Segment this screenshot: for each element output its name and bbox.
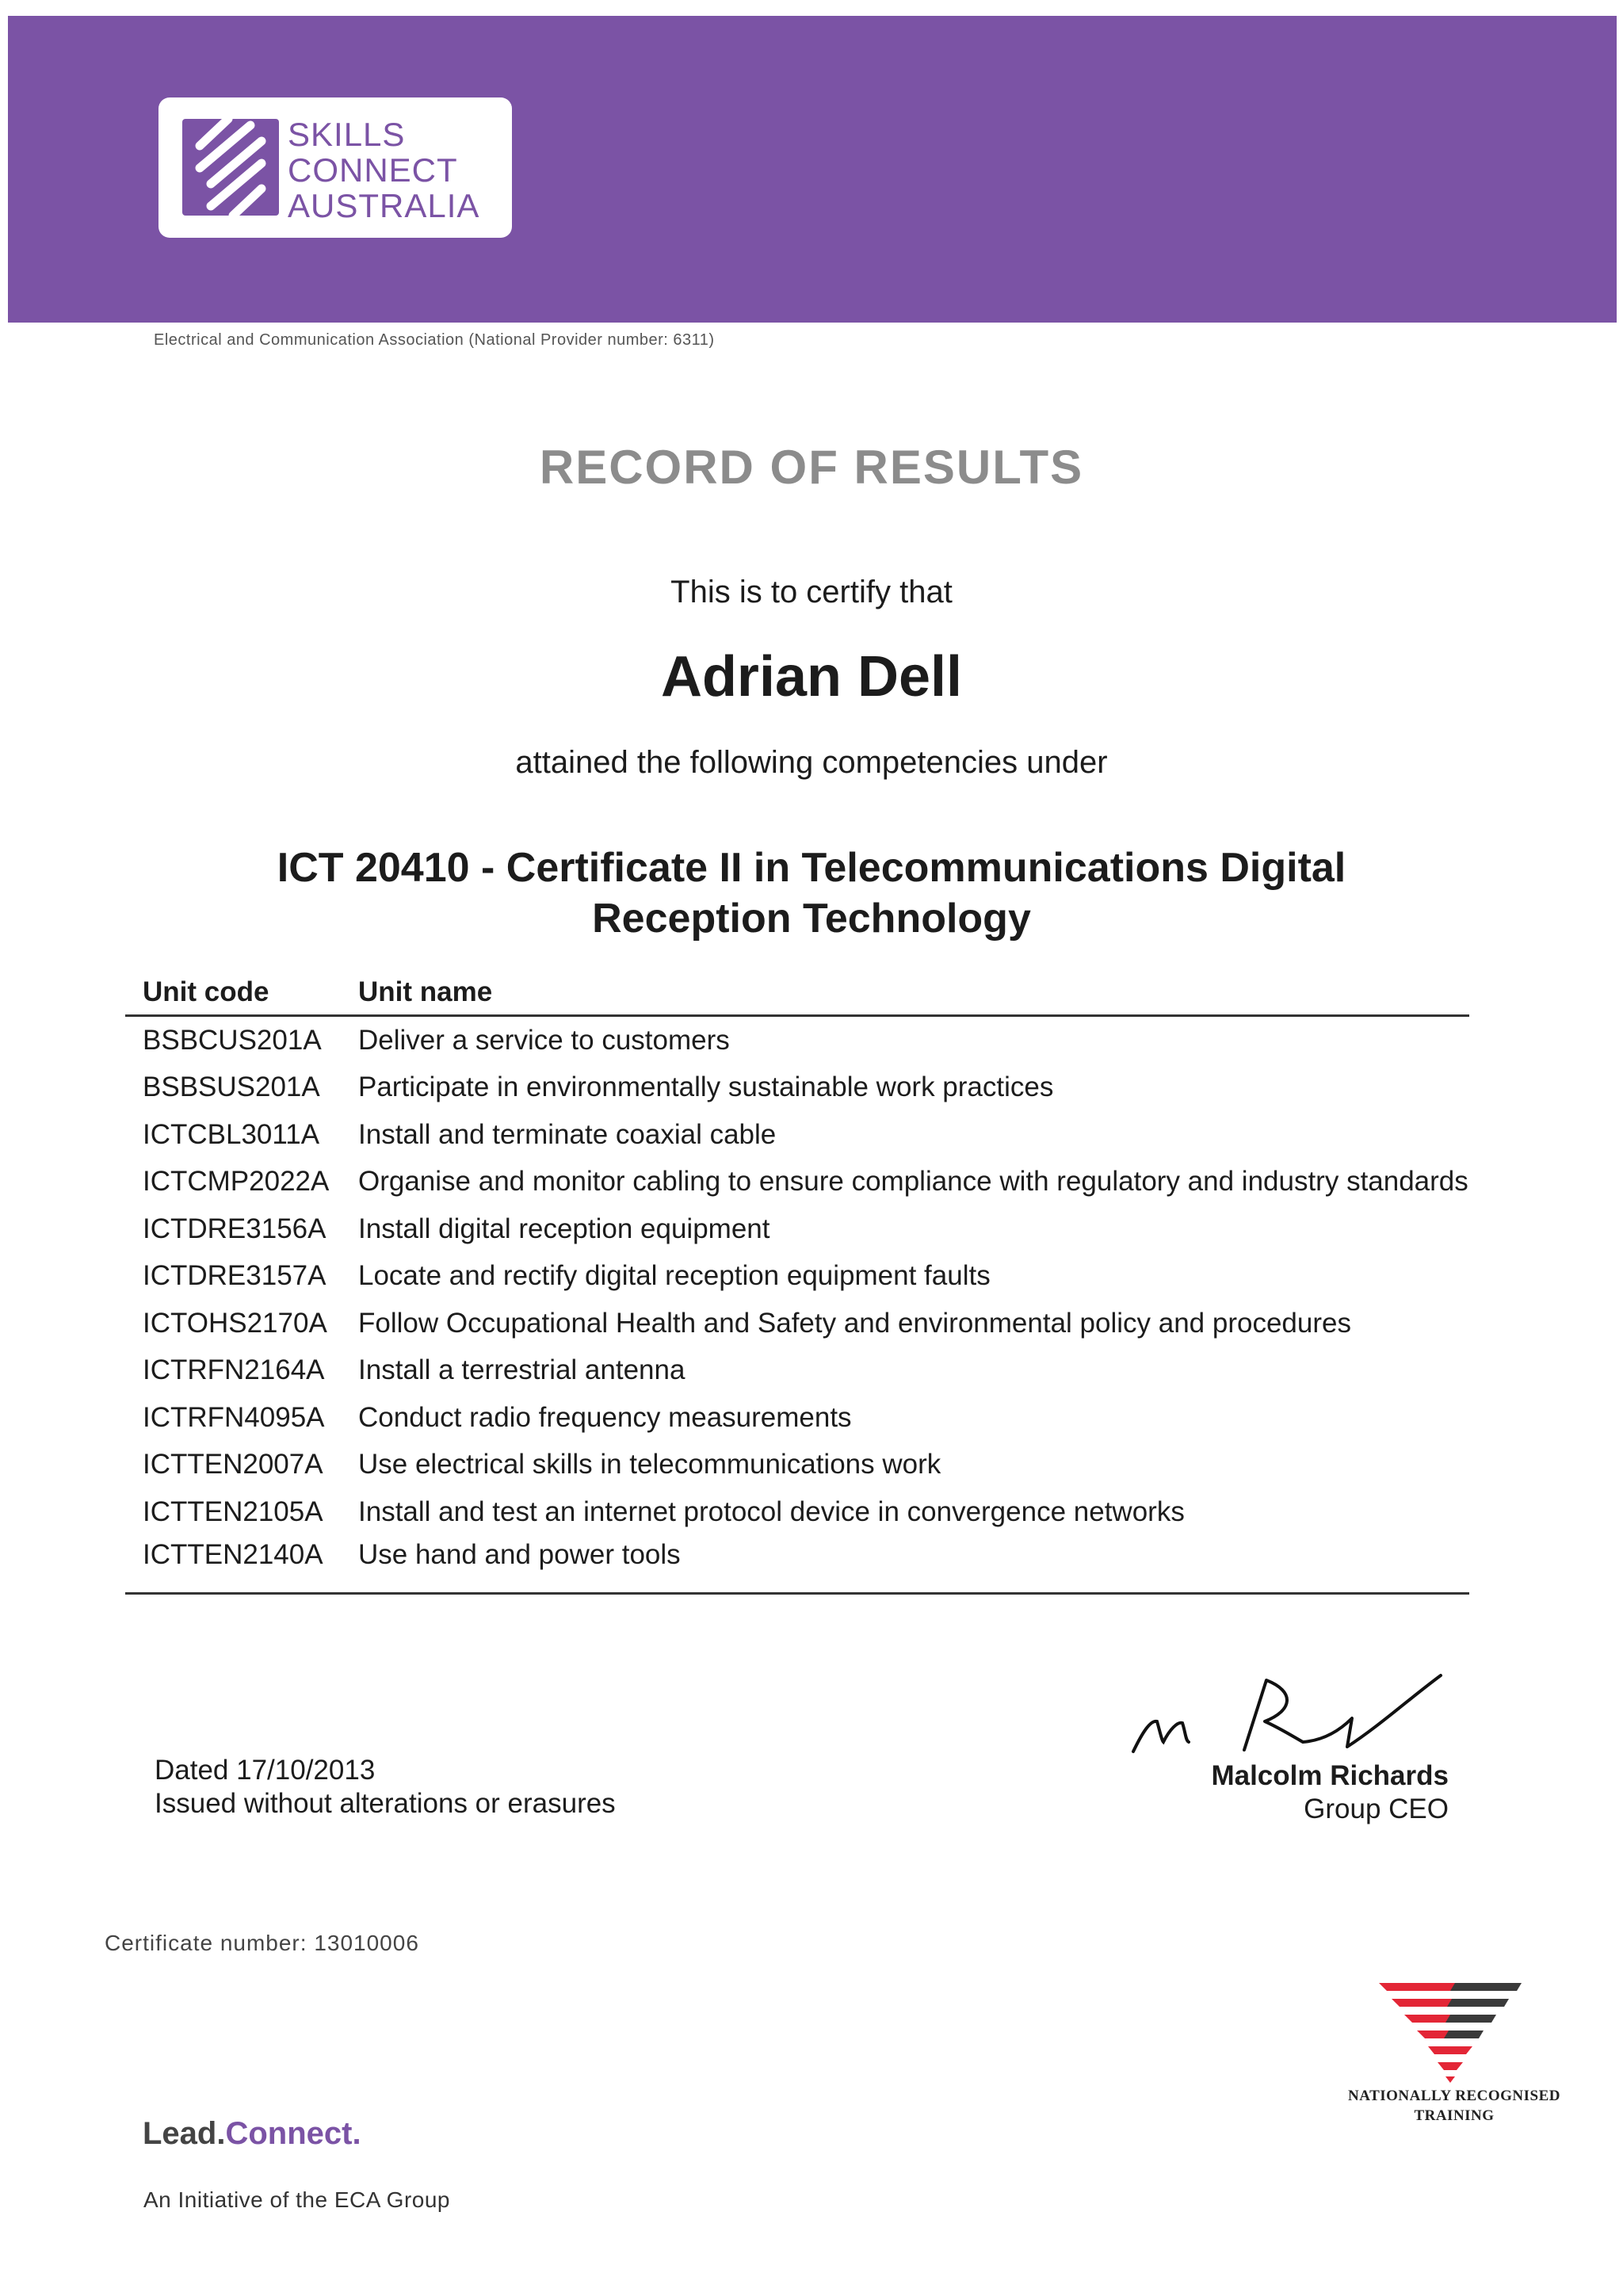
table-row xyxy=(125,1159,1469,1206)
unit-name: Organise and monitor cabling to ensure compliance with regulatory and industry standards xyxy=(358,1166,1468,1198)
unit-code: ICTCMP2022A xyxy=(143,1166,330,1198)
qualification-title xyxy=(0,842,1623,944)
issued-text: Issued without alterations or erasures xyxy=(155,1788,616,1819)
tagline-connect: Connect. xyxy=(225,2116,361,2151)
unit-code: BSBSUS201A xyxy=(143,1072,320,1103)
unit-code: ICTTEN2105A xyxy=(143,1496,323,1527)
unit-name: Install digital reception equipment xyxy=(358,1213,770,1244)
table-row xyxy=(125,1016,1469,1064)
unit-code: BSBCUS201A xyxy=(143,1024,322,1056)
unit-name-header: Unit name xyxy=(341,968,1469,1016)
unit-name: Use electrical skills in telecommunications work xyxy=(358,1449,941,1480)
nrt-caption xyxy=(1347,2086,1561,2126)
tagline-lead: Lead. xyxy=(143,2116,226,2151)
qualification-line-1: ICT 20410 - Certificate II in Telecommunications Digital xyxy=(277,845,1346,891)
table-row xyxy=(125,1347,1469,1395)
signer-name: Malcolm Richards xyxy=(1211,1760,1449,1791)
units-table xyxy=(125,968,1469,1595)
provider-line: Electrical and Communication Association (National Provider number: 6311) xyxy=(154,331,715,349)
unit-code: ICTDRE3157A xyxy=(143,1260,327,1292)
table-row xyxy=(125,1253,1469,1301)
date-block xyxy=(155,1754,616,1820)
nationally-recognised-training-logo xyxy=(1379,1981,1522,2084)
unit-code: ICTRFN4095A xyxy=(143,1401,325,1433)
logo-text xyxy=(288,117,479,223)
signer-title: Group CEO xyxy=(1304,1794,1449,1824)
nrt-line-2: TRAINING xyxy=(1414,2107,1495,2124)
table-row xyxy=(125,1300,1469,1347)
certify-text: This is to certify that xyxy=(670,575,953,609)
page-title: RECORD OF RESULTS xyxy=(539,441,1084,494)
unit-code: ICTRFN2164A xyxy=(143,1354,325,1386)
unit-code: ICTTEN2007A xyxy=(143,1449,323,1480)
unit-code: ICTTEN2140A xyxy=(125,1536,341,1594)
tagline xyxy=(143,2116,361,2152)
diagonal-stripes-icon xyxy=(182,119,279,216)
initiative-text: An Initiative of the ECA Group xyxy=(143,2187,450,2212)
table-row xyxy=(125,1064,1469,1112)
table-row xyxy=(125,1205,1469,1253)
signature-image xyxy=(1125,1664,1458,1759)
unit-name: Follow Occupational Health and Safety and environmental policy and procedures xyxy=(358,1307,1351,1339)
unit-name: Install a terrestrial antenna xyxy=(358,1354,685,1386)
certificate-number: Certificate number: 13010006 xyxy=(105,1931,419,1955)
table-row xyxy=(125,1536,1469,1594)
qualification-line-2: Reception Technology xyxy=(592,896,1031,942)
recipient-name: Adrian Dell xyxy=(660,645,963,709)
table-row xyxy=(125,1488,1469,1536)
unit-code: ICTDRE3156A xyxy=(143,1213,327,1244)
logo-line-2: CONNECT xyxy=(288,151,458,189)
table-row xyxy=(125,1111,1469,1159)
table-header-row xyxy=(125,968,1469,1016)
signer-block xyxy=(1211,1759,1449,1826)
unit-code-header: Unit code xyxy=(125,968,341,1016)
unit-name: Deliver a service to customers xyxy=(358,1024,730,1056)
unit-name: Use hand and power tools xyxy=(341,1536,1469,1594)
unit-name: Install and terminate coaxial cable xyxy=(358,1118,777,1150)
unit-code: ICTCBL3011A xyxy=(143,1118,320,1150)
table-row xyxy=(125,1394,1469,1442)
nrt-line-1: NATIONALLY RECOGNISED xyxy=(1348,2088,1560,2104)
unit-code: ICTOHS2170A xyxy=(143,1307,327,1339)
unit-name: Install and test an internet protocol device in convergence networks xyxy=(358,1496,1185,1527)
dated-text: Dated 17/10/2013 xyxy=(155,1755,376,1786)
table-row xyxy=(125,1442,1469,1489)
unit-name: Locate and rectify digital reception equipment faults xyxy=(358,1260,991,1292)
logo-line-1: SKILLS xyxy=(288,116,406,153)
unit-name: Participate in environmentally sustainable work practices xyxy=(358,1072,1054,1103)
logo-line-3: AUSTRALIA xyxy=(288,187,480,224)
skills-connect-logo xyxy=(158,97,512,238)
attained-text: attained the following competencies under xyxy=(515,745,1108,780)
unit-name: Conduct radio frequency measurements xyxy=(358,1401,852,1433)
